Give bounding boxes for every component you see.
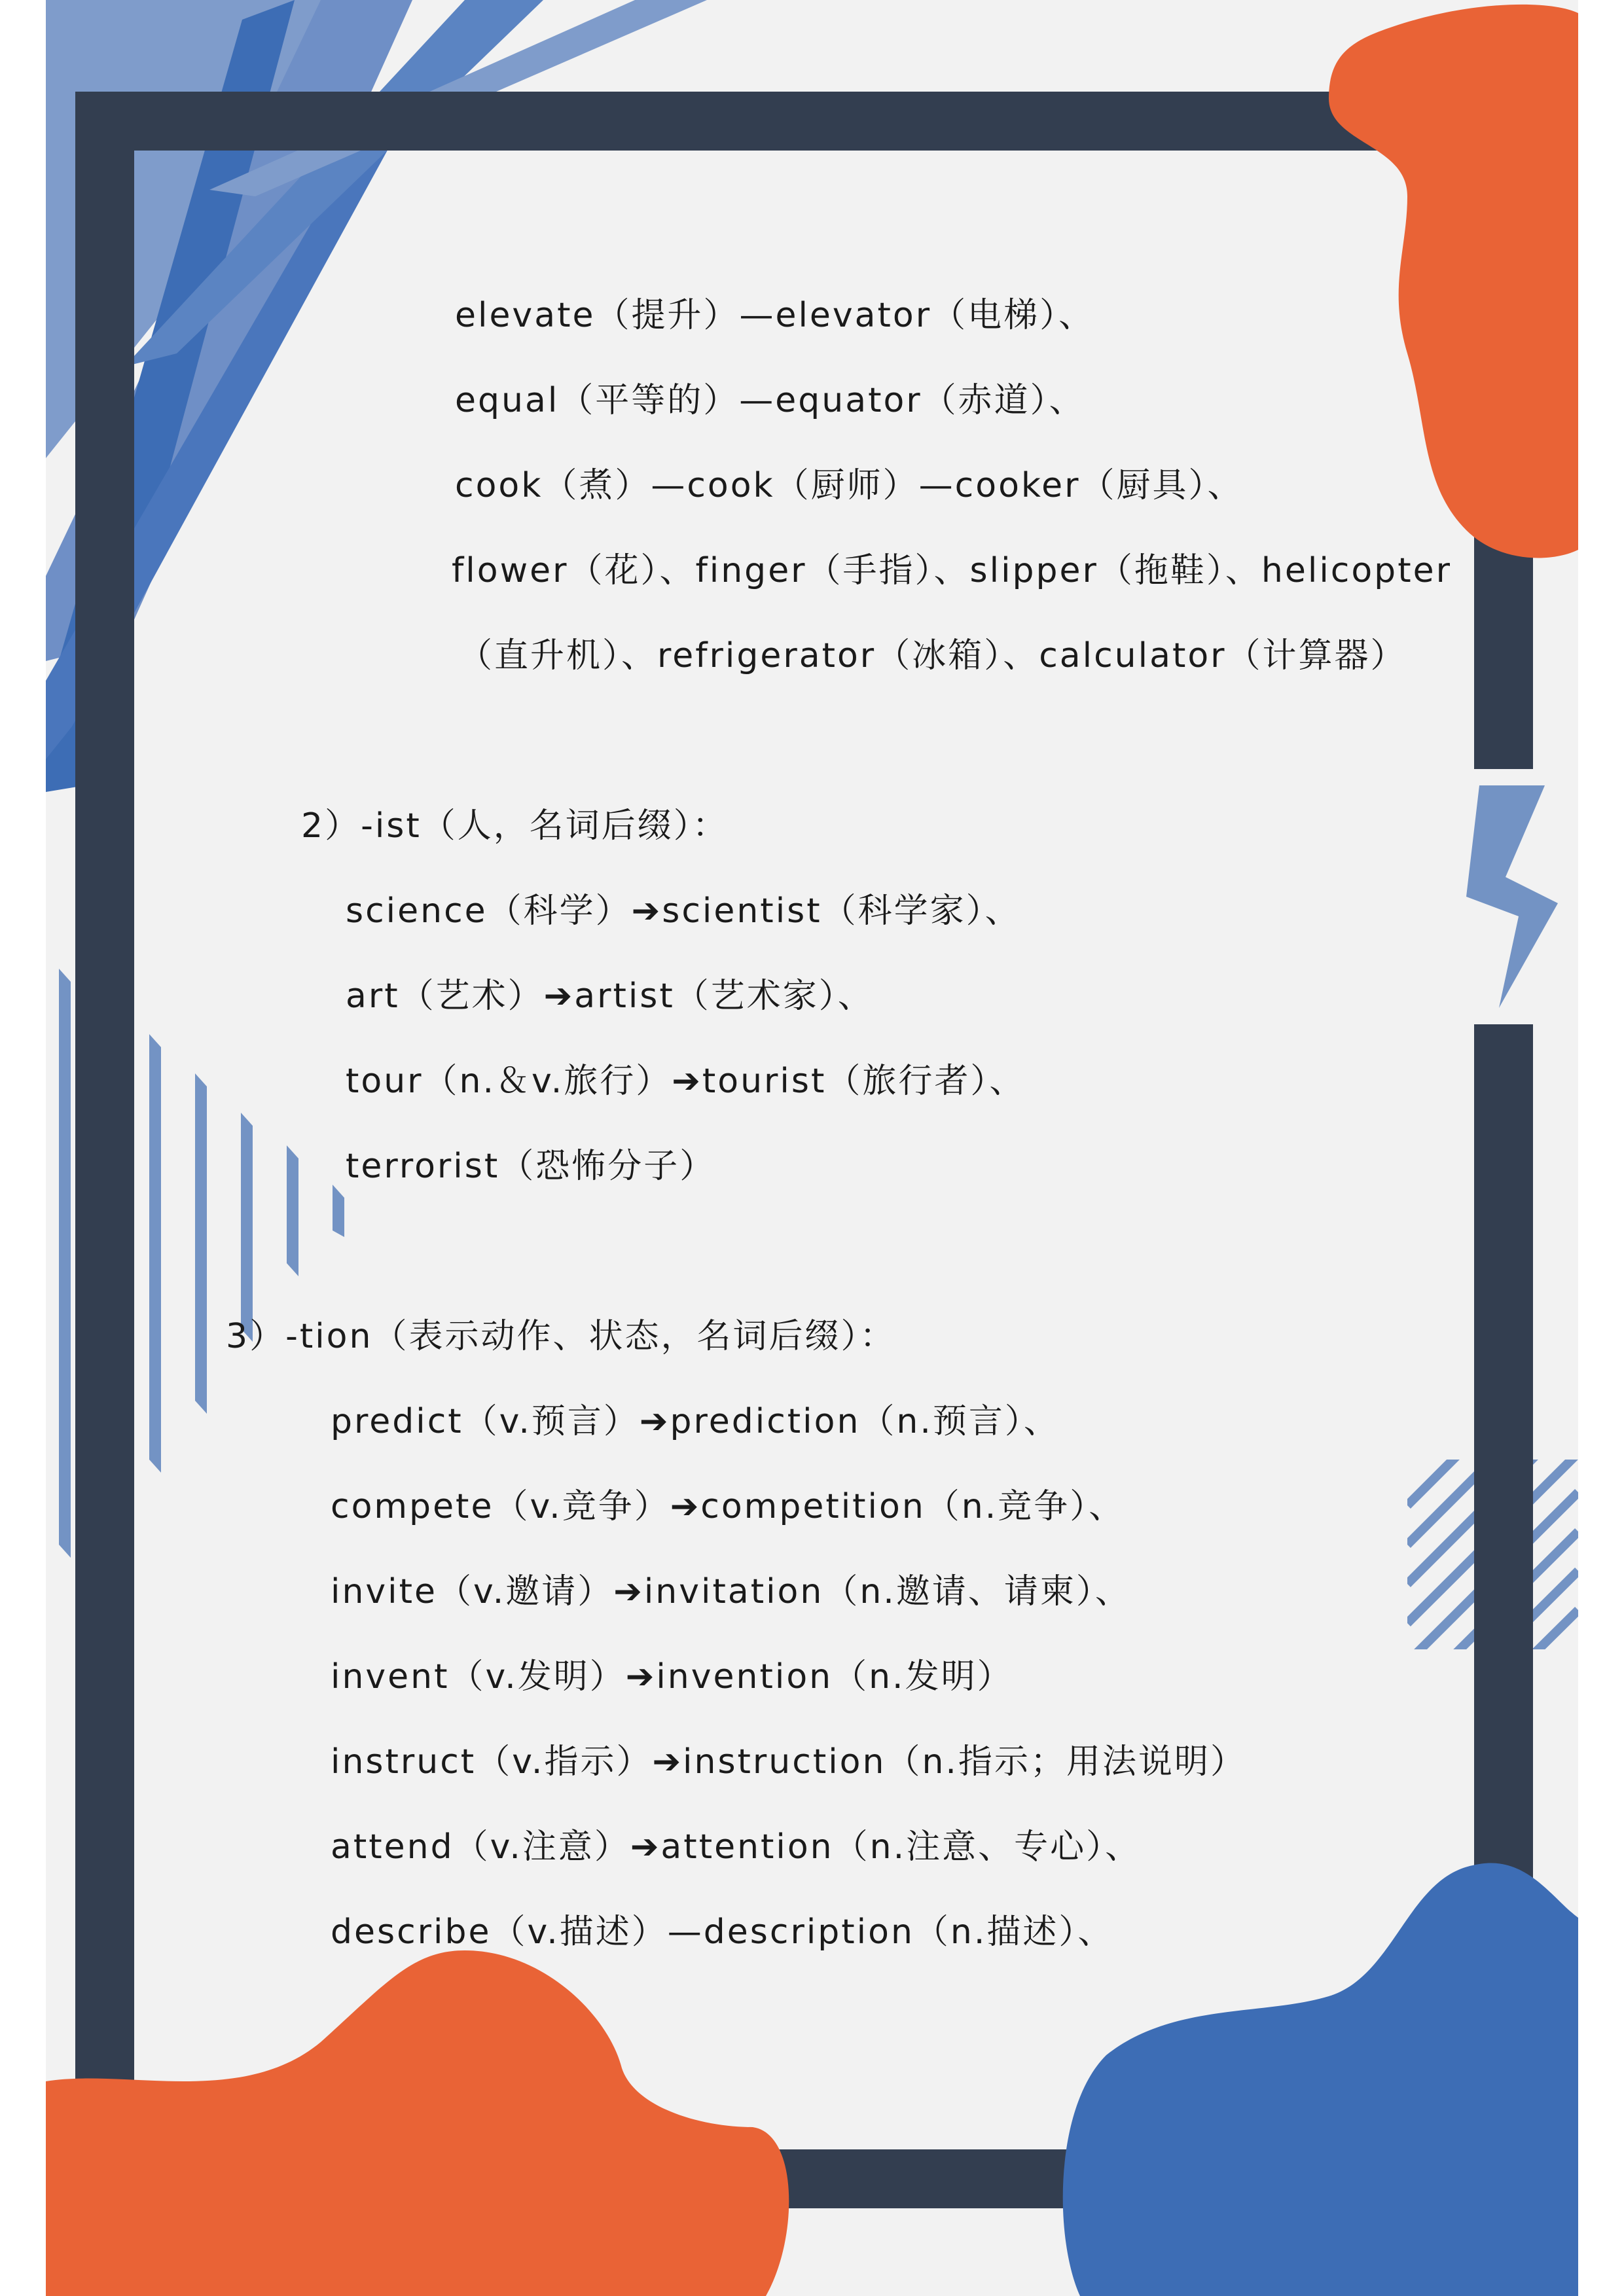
text-line: flower（花）、finger（手指）、slipper（拖鞋）、helicopter	[452, 551, 1452, 590]
text-line: elevate（提升）—elevator（电梯）、	[455, 296, 1095, 335]
text-line: tour（n.＆v.旅行）➔tourist（旅行者）、	[346, 1062, 1026, 1101]
text-line: cook（煮）—cook（厨师）—cooker（厨具）、	[455, 466, 1244, 505]
document-content	[46, 0, 1578, 2296]
document-page	[46, 0, 1578, 2296]
text-line: invent（v.发明）➔invention（n.发明）	[331, 1657, 1013, 1696]
section-heading-tion: 3）-tion（表示动作、状态，名词后缀）：	[226, 1317, 896, 1356]
text-line: equal（平等的）—equator（赤道）、	[455, 381, 1085, 420]
text-line: describe（v.描述）—description（n.描述）、	[331, 1912, 1114, 1952]
text-line: predict（v.预言）➔prediction（n.预言）、	[331, 1402, 1060, 1441]
text-line: terrorist（恐怖分子）	[346, 1147, 716, 1186]
text-line: instruct（v.指示）➔instruction（n.指示；用法说明）	[331, 1742, 1246, 1782]
text-line: compete（v.竞争）➔competition（n.竞争）、	[331, 1487, 1125, 1526]
text-line: art（艺术）➔artist（艺术家）、	[346, 977, 874, 1016]
section-heading-ist: 2）-ist（人，名词后缀）：	[301, 806, 729, 846]
text-line: invite（v.邀请）➔invitation（n.邀请、请柬）、	[331, 1572, 1131, 1611]
text-line: science（科学）➔scientist（科学家）、	[346, 891, 1021, 931]
text-line: （直升机）、refrigerator（冰箱）、calculator（计算器）	[458, 636, 1407, 675]
text-line: attend（v.注意）➔attention（n.注意、专心）、	[331, 1827, 1142, 1867]
